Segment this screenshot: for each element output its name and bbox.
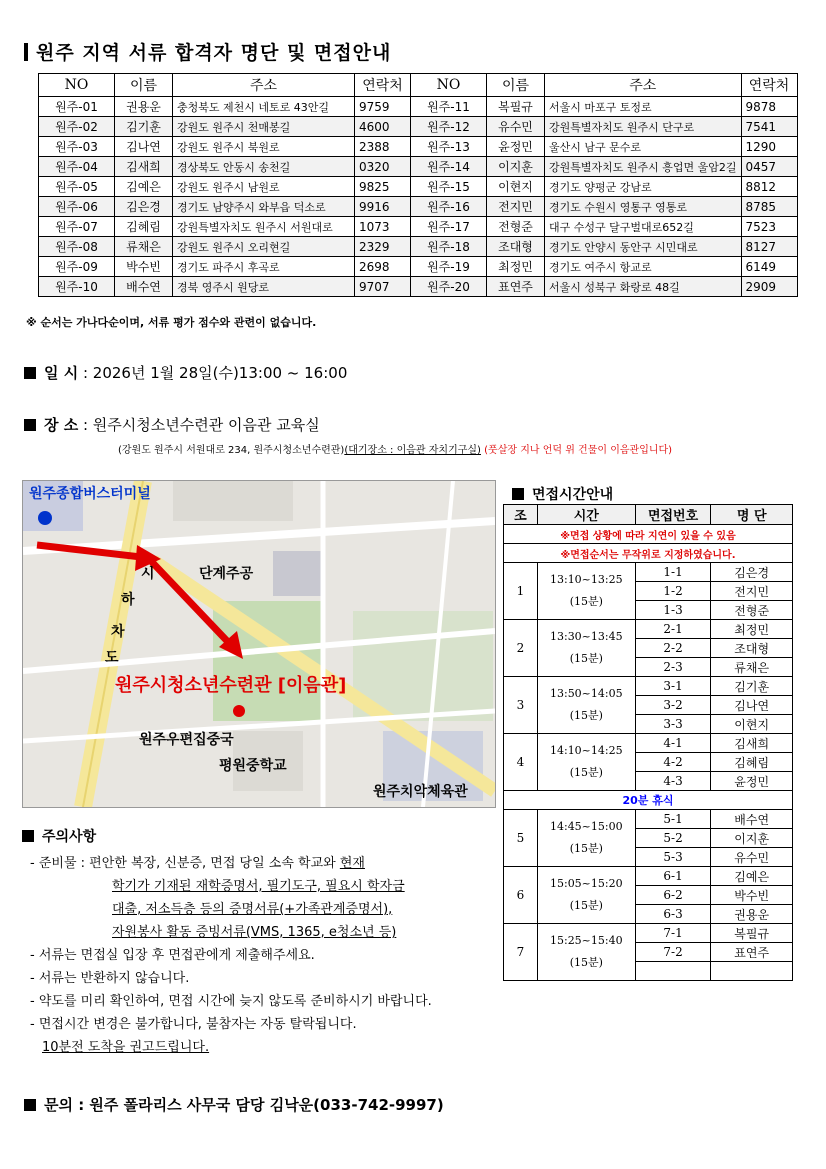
cell-name: 김기훈: [115, 117, 173, 137]
time-range: 15:05~15:20: [549, 877, 623, 890]
schedule-row: [504, 810, 793, 829]
schedule-row: [504, 563, 793, 582]
place-line: 장 소 : 원주시청소년수련관 이음관 교육실: [24, 414, 320, 435]
cell-contact: 2388: [355, 137, 411, 157]
candidate-name: 김예은: [711, 867, 793, 886]
schedule-row: [504, 734, 793, 753]
cell-address: 강원도 원주시 천매봉길: [173, 117, 355, 137]
cell-contact: 6149: [741, 257, 797, 277]
time-range: 13:10~13:25: [549, 573, 623, 586]
interview-number: 6-3: [635, 905, 711, 924]
interview-number: 2-1: [635, 620, 711, 639]
cell-no: 원주-07: [39, 217, 115, 237]
cell-address: 울산시 남구 문수로: [545, 137, 742, 157]
cell-contact: 9916: [355, 197, 411, 217]
candidate-name: 조대형: [711, 639, 793, 658]
time-duration: (15분): [569, 766, 603, 779]
schedule-title: 면접시간안내: [512, 484, 613, 504]
cell-no: 원주-03: [39, 137, 115, 157]
candidate-name: 배수연: [711, 810, 793, 829]
time-range: 14:10~14:25: [549, 744, 623, 757]
roster-table: [38, 73, 798, 297]
group-number: 6: [504, 867, 538, 924]
prep-line-1: - 준비물 : 편안한 복장, 신분증, 면접 당일 소속 학교와 현재: [30, 856, 365, 871]
cell-no: 원주-14: [411, 157, 487, 177]
cell-contact: 9759: [355, 97, 411, 117]
schedule-note-2: ※면접순서는 무작위로 지정하였습니다.: [504, 544, 793, 563]
candidate-name: 권용운: [711, 905, 793, 924]
cell-name: 김혜림: [115, 217, 173, 237]
schedule-row: [504, 620, 793, 639]
candidate-name: 복필규: [711, 924, 793, 943]
cell-address: 경기도 양평군 강남로: [545, 177, 742, 197]
gym-label: 원주치악체육관: [373, 784, 468, 800]
candidate-name: 김기훈: [711, 677, 793, 696]
col-name: 이름: [487, 74, 545, 97]
cell-name: 윤정민: [487, 137, 545, 157]
group-time: [537, 734, 635, 791]
table-row: [39, 157, 798, 177]
interview-number: 2-3: [635, 658, 711, 677]
time-duration: (15분): [569, 956, 603, 969]
interview-number: [635, 962, 711, 981]
cell-no: 원주-02: [39, 117, 115, 137]
candidate-name: 윤정민: [711, 772, 793, 791]
cell-no: 원주-09: [39, 257, 115, 277]
cell-contact: 2329: [355, 237, 411, 257]
cell-no: 원주-16: [411, 197, 487, 217]
cell-name: 배수연: [115, 277, 173, 297]
cell-contact: 8812: [741, 177, 797, 197]
cell-name: 김나연: [115, 137, 173, 157]
col-interview-no: 면접번호: [635, 505, 711, 525]
candidate-name: 김새희: [711, 734, 793, 753]
interview-number: 3-3: [635, 715, 711, 734]
interview-number: 7-1: [635, 924, 711, 943]
time-duration: (15분): [569, 899, 603, 912]
cell-name: 김새희: [115, 157, 173, 177]
cell-name: 표연주: [487, 277, 545, 297]
caution-title: 주의사항: [22, 826, 96, 846]
candidate-name: 김은경: [711, 563, 793, 582]
venue-label: 원주시청소년수련관 [이음관]: [115, 675, 347, 696]
col-name: 이름: [115, 74, 173, 97]
schedule-row: [504, 677, 793, 696]
road-label-4: 도: [105, 650, 119, 666]
candidate-name: 전형준: [711, 601, 793, 620]
cell-address: 경상북도 안동시 송천길: [173, 157, 355, 177]
table-row: [39, 217, 798, 237]
roster-header-row: [39, 74, 798, 97]
caution-item-4: - 면접시간 변경은 불가합니다, 불참자는 자동 탈락됩니다.: [30, 1017, 357, 1032]
interview-number: 7-2: [635, 943, 711, 962]
caution-item-2: - 서류는 반환하지 않습니다.: [30, 971, 190, 986]
candidate-name: 이지훈: [711, 829, 793, 848]
candidate-name: 김나연: [711, 696, 793, 715]
cell-contact: 7541: [741, 117, 797, 137]
cell-address: 경기도 남양주시 와부읍 덕소로: [173, 197, 355, 217]
cell-name: 유수민: [487, 117, 545, 137]
post-office-label: 원주우편집중국: [139, 732, 234, 748]
cell-no: 원주-15: [411, 177, 487, 197]
cell-address: 경북 영주시 원당로: [173, 277, 355, 297]
caution-item-last: 10분전 도착을 권고드립니다.: [42, 1040, 210, 1055]
candidate-name: 최정민: [711, 620, 793, 639]
cell-contact: 4600: [355, 117, 411, 137]
col-names: 명 단: [711, 505, 793, 525]
road-label-1: 시: [141, 566, 155, 582]
time-duration: (15분): [569, 842, 603, 855]
time-duration: (15분): [569, 709, 603, 722]
col-contact: 연락처: [741, 74, 797, 97]
interview-number: 3-1: [635, 677, 711, 696]
cell-address: 경기도 수원시 영통구 영통로: [545, 197, 742, 217]
cell-no: 원주-11: [411, 97, 487, 117]
interview-number: 4-1: [635, 734, 711, 753]
cell-address: 강원도 원주시 남원로: [173, 177, 355, 197]
caution-list: [30, 852, 590, 1059]
interview-number: 2-2: [635, 639, 711, 658]
cell-name: 류채은: [115, 237, 173, 257]
interview-number: 1-3: [635, 601, 711, 620]
col-time: 시간: [537, 505, 635, 525]
col-address: 주소: [545, 74, 742, 97]
col-no: NO: [39, 74, 115, 97]
table-row: [39, 97, 798, 117]
time-range: 13:30~13:45: [549, 630, 623, 643]
cell-address: 강원특별자치도 원주시 단구로: [545, 117, 742, 137]
interview-number: 5-3: [635, 848, 711, 867]
cell-name: 권용운: [115, 97, 173, 117]
cell-address: 서울시 성북구 화랑로 48길: [545, 277, 742, 297]
candidate-name: [711, 962, 793, 981]
group-number: 7: [504, 924, 538, 981]
cell-contact: 2909: [741, 277, 797, 297]
group-number: 3: [504, 677, 538, 734]
cell-no: 원주-17: [411, 217, 487, 237]
cell-address: 강원도 원주시 오리현길: [173, 237, 355, 257]
cell-contact: 9878: [741, 97, 797, 117]
interview-number: 5-2: [635, 829, 711, 848]
cell-address: 경기도 여주시 항교로: [545, 257, 742, 277]
candidate-name: 김혜림: [711, 753, 793, 772]
group-number: 2: [504, 620, 538, 677]
candidate-name: 이현지: [711, 715, 793, 734]
schedule-note-1: ※면접 상황에 따라 지연이 있을 수 있음: [504, 525, 793, 544]
group-time: [537, 620, 635, 677]
table-row: [39, 117, 798, 137]
cell-name: 전형준: [487, 217, 545, 237]
cell-name: 조대형: [487, 237, 545, 257]
cell-name: 전지민: [487, 197, 545, 217]
cell-no: 원주-04: [39, 157, 115, 177]
cell-no: 원주-01: [39, 97, 115, 117]
cell-contact: 2698: [355, 257, 411, 277]
cell-name: 김예은: [115, 177, 173, 197]
cell-address: 대구 수성구 달구벌대로652길: [545, 217, 742, 237]
order-note: ※ 순서는 가나다순이며, 서류 평가 점수와 관련이 없습니다.: [26, 316, 317, 329]
group-time: [537, 677, 635, 734]
col-address: 주소: [173, 74, 355, 97]
cell-contact: 7523: [741, 217, 797, 237]
cell-contact: 9825: [355, 177, 411, 197]
cell-no: 원주-08: [39, 237, 115, 257]
caution-item-1: - 서류는 면접실 입장 후 면접관에게 제출해주세요.: [30, 948, 315, 963]
page-title: 원주 지역 서류 합격자 명단 및 면접안내: [24, 38, 391, 65]
prep-line-4: 자원봉사 활동 증빙서류(VMS, 1365, e청소년 등): [112, 925, 397, 940]
cell-name: 김은경: [115, 197, 173, 217]
table-row: [39, 277, 798, 297]
cell-contact: 0457: [741, 157, 797, 177]
candidate-name: 표연주: [711, 943, 793, 962]
date-line: 일 시 : 2026년 1월 28일(수)13:00 ~ 16:00: [24, 362, 347, 383]
interview-number: 6-2: [635, 886, 711, 905]
group-number: 5: [504, 810, 538, 867]
caution-item-3: - 약도를 미리 확인하여, 면접 시간에 늦지 않도록 준비하시기 바랍니다.: [30, 994, 432, 1009]
table-row: [39, 257, 798, 277]
terminal-label: 원주종합버스터미널: [29, 486, 151, 502]
col-no: NO: [411, 74, 487, 97]
school-label: 평원중학교: [219, 758, 287, 774]
cell-no: 원주-06: [39, 197, 115, 217]
time-duration: (15분): [569, 595, 603, 608]
road-label-2: 하: [121, 592, 135, 608]
candidate-name: 전지민: [711, 582, 793, 601]
cell-address: 경기도 파주시 후곡로: [173, 257, 355, 277]
contact-line: 문의 : 원주 폴라리스 사무국 담당 김낙운(033-742-9997): [24, 1094, 444, 1115]
cell-contact: 9707: [355, 277, 411, 297]
interview-number: 3-2: [635, 696, 711, 715]
cell-address: 강원도 원주시 북원로: [173, 137, 355, 157]
table-row: [39, 197, 798, 217]
cell-address: 충청북도 제천시 네토로 43안길: [173, 97, 355, 117]
candidate-name: 박수빈: [711, 886, 793, 905]
group-number: 1: [504, 563, 538, 620]
cell-no: 원주-10: [39, 277, 115, 297]
cell-no: 원주-18: [411, 237, 487, 257]
group-time: [537, 563, 635, 620]
candidate-name: 유수민: [711, 848, 793, 867]
col-group: 조: [504, 505, 538, 525]
time-duration: (15분): [569, 652, 603, 665]
prep-line-2: 학기가 기재된 재학증명서, 필기도구, 필요시 학자금: [112, 879, 405, 894]
interview-number: 1-1: [635, 563, 711, 582]
interview-number: 4-3: [635, 772, 711, 791]
cell-no: 원주-13: [411, 137, 487, 157]
cell-name: 복필규: [487, 97, 545, 117]
road-label-3: 차: [111, 624, 125, 640]
cell-no: 원주-19: [411, 257, 487, 277]
prep-line-3: 대출, 저소득층 등의 증명서류(+가족관계증명서),: [112, 902, 393, 917]
cell-name: 최정민: [487, 257, 545, 277]
interview-number: 1-2: [635, 582, 711, 601]
cell-contact: 1073: [355, 217, 411, 237]
time-range: 14:45~15:00: [549, 820, 623, 833]
col-contact: 연락처: [355, 74, 411, 97]
cell-contact: 8127: [741, 237, 797, 257]
interview-number: 5-1: [635, 810, 711, 829]
interview-number: 6-1: [635, 867, 711, 886]
cell-contact: 1290: [741, 137, 797, 157]
cell-address: 강원특별자치도 원주시 서원대로: [173, 217, 355, 237]
time-range: 13:50~14:05: [549, 687, 623, 700]
cell-no: 원주-05: [39, 177, 115, 197]
schedule-header-row: [504, 505, 793, 525]
table-row: [39, 177, 798, 197]
break-row: [504, 791, 793, 810]
cell-name: 이현지: [487, 177, 545, 197]
cell-contact: 0320: [355, 157, 411, 177]
table-row: [39, 237, 798, 257]
cell-address: 강원특별자치도 원주시 흥업면 울암2길: [545, 157, 742, 177]
cell-contact: 8785: [741, 197, 797, 217]
group-number: 4: [504, 734, 538, 791]
interview-number: 4-2: [635, 753, 711, 772]
cell-address: 서울시 마포구 토정로: [545, 97, 742, 117]
place-note: (강원도 원주시 서원대로 234, 원주시청소년수련관)(대기장소 : 이음관 자치기구실) (풋살장 지나 언덕 위 건물이 이음관입니다): [118, 445, 673, 456]
location-map: [22, 480, 496, 808]
cell-name: 박수빈: [115, 257, 173, 277]
cell-address: 경기도 안양시 동안구 시민대로: [545, 237, 742, 257]
danggye-label: 단계주공: [199, 566, 254, 582]
cell-name: 이지훈: [487, 157, 545, 177]
cell-no: 원주-20: [411, 277, 487, 297]
cell-no: 원주-12: [411, 117, 487, 137]
table-row: [39, 137, 798, 157]
break-label: 20분 휴식: [504, 791, 793, 810]
time-range: 15:25~15:40: [549, 934, 623, 947]
candidate-name: 류채은: [711, 658, 793, 677]
